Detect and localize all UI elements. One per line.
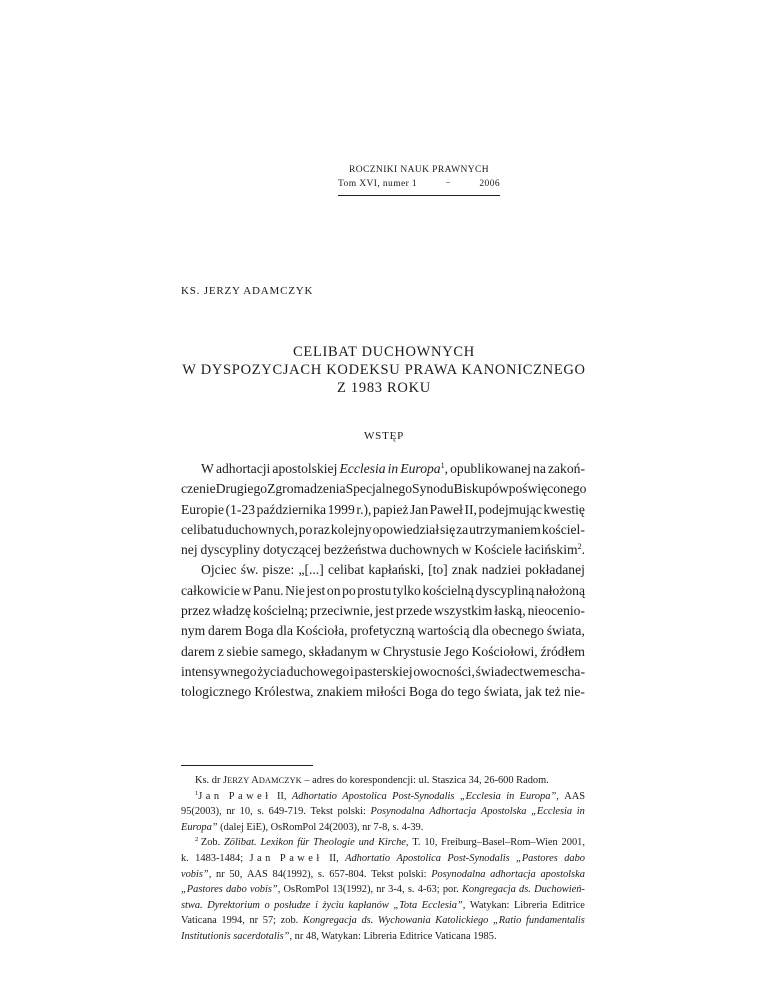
footnote-separator	[181, 765, 313, 766]
journal-issue-line	[338, 177, 500, 191]
body-text	[181, 459, 585, 703]
author-name: KS. JERZY ADAMCZYK	[181, 285, 314, 297]
footnote-1: $^1$Jan Paweł II, Adhortatio Apostolica Post-Synodalis „Ecclesia in Europa”, AAS	[195, 789, 585, 802]
title-line: Z 1983 ROKU	[337, 380, 431, 396]
footnote-line: „Pastores dabo vobis”, OsRomPol 13(1992), nr 3-4, s. 4-63; por. Kongregacja ds. Duchowień-	[181, 884, 585, 896]
journal-volume: Tom XVI, numer 1	[338, 179, 418, 189]
body-line: przez władzę kościelną; przeciwnie, jest przede wszystkim łaską, nieocenio-	[181, 603, 585, 619]
footnotes	[181, 773, 585, 945]
footnote-line: vobis”, nr 50, AAS 84(1992), s. 657-804. Tekst polski: Posynodalna adhortacja apostolska	[181, 868, 585, 880]
footnote-2: $^2$ Zob. Zölibat. Lexikon für Theologie und Kirche, T. 10, Freiburg–Basel–Rom–Wien 2001,	[195, 836, 585, 849]
body-line: nej dyscypliny dotyczącej bezżeństwa duchownych w Kościele łacińskim$^2$.	[181, 542, 585, 558]
footnote-line: Vaticana 1994, nr 57; zob. Kongregacja ds. Wychowania Katolickiego „Ratio fundamentalis	[181, 915, 585, 927]
footnote-ref-1: 1	[440, 461, 445, 470]
body-line: tologicznego Królestwa, znakiem miłości Boga do tego świata, jak też nie-	[181, 684, 585, 700]
title-line: CELIBAT DUCHOWNYCH	[293, 344, 475, 360]
journal-header	[338, 163, 500, 196]
footnote-line: Institutionis sacerdotalis”, nr 48, Watykan: Libreria Editrice Vaticana 1985.	[181, 930, 497, 942]
title-line: W DYSPOZYCJACH KODEKSU PRAWA KANONICZNEGO	[182, 362, 586, 378]
body-line: darem z siebie samego, składanym w Chrystusie Jego Kościołowi, źródłem	[181, 643, 585, 659]
body-line: Europie (1-23 października 1999 r.), papież Jan Paweł II, podejmując kwestię	[181, 501, 585, 517]
body-line: czenie Drugiego Zgromadzenia Specjalnego Synodu Biskupów poświęconego	[181, 481, 587, 497]
journal-year: 2006	[479, 179, 500, 189]
body-line: całkowicie w Panu. Nie jest on po prostu tylko kościelną dyscypliną nałożoną	[181, 582, 585, 598]
journal-dash: −	[445, 179, 452, 189]
body-line: Ojciec św. pisze: „[...] celibat kapłański, [to] znak nadziei pokładanej	[201, 562, 585, 578]
footnote-line: 95(2003), nr 10, s. 649-719. Tekst polski: Posynodalna Adhortacja Apostolska „Ecclesia in	[181, 806, 585, 818]
footnote-line: Europa” (dalej EiE), OsRomPol 24(2003), nr 7-8, s. 4-39.	[181, 821, 424, 833]
footnote-line: k. 1483-1484; Jan Paweł II, Adhortatio Apostolica Post-Synodalis „Pastores dabo	[181, 852, 585, 864]
header-rule	[338, 195, 500, 196]
journal-name: ROCZNIKI NAUK PRAWNYCH	[349, 165, 489, 175]
footnote-author: Ks. dr JERZY ADAMCZYK – adres do korespondencji: ul. Staszica 34, 26-600 Radom.	[195, 775, 549, 786]
body-line: intensywnego życia duchowego i pasterskiej owocności, świadectwem escha-	[181, 663, 585, 679]
section-heading: WSTĘP	[363, 430, 405, 442]
article-title	[150, 343, 618, 397]
body-line: celibatu duchownych, po raz kolejny opowiedział się za utrzymaniem kościel-	[181, 521, 585, 537]
footnote-ref-2: 2	[577, 542, 582, 552]
footnote-line: stwa. Dyrektorium o posłudze i życiu kapłanów „Tota Ecclesia”, Watykan: Libreria Editrice	[181, 899, 585, 911]
body-line: W adhortacji apostolskiej Ecclesia in Europa$^1$, opublikowanej na zakoń-	[201, 461, 585, 476]
body-line: nym darem Boga dla Kościoła, profetyczną wartością dla obecnego świata,	[181, 623, 585, 639]
